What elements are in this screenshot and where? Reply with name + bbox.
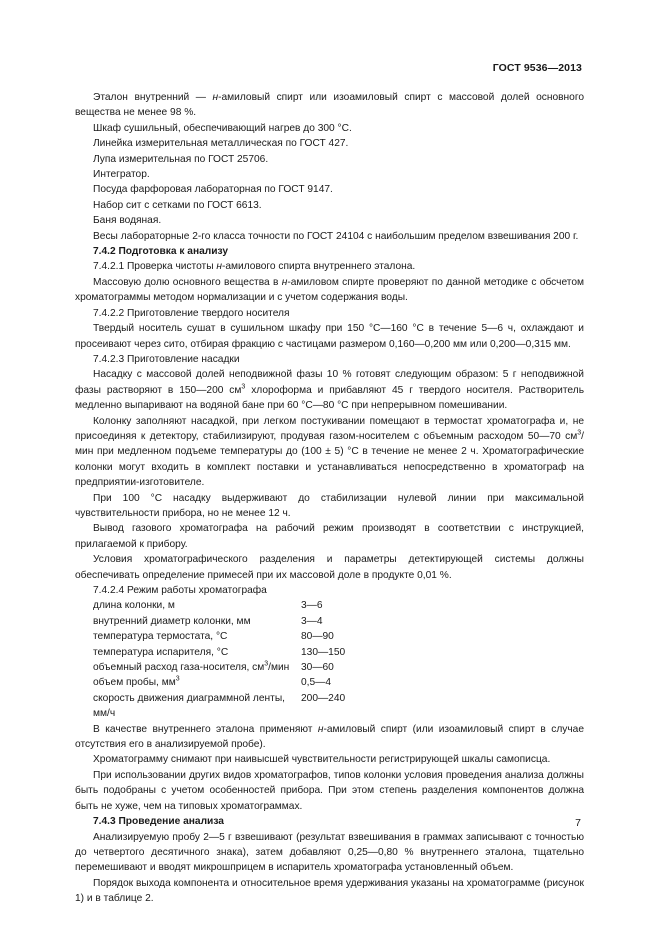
subsection-title-7423: 7.4.2.3 Приготовление насадки — [93, 353, 240, 365]
paragraph-column-fill — [75, 414, 584, 491]
param-label — [93, 675, 301, 690]
paragraph-internal-standard — [75, 722, 584, 753]
superscript: 3 — [241, 383, 246, 391]
equipment-ruler: Линейка измерительная металлическая по ГОСТ 427. — [93, 138, 349, 150]
equipment-magnifier: Лупа измерительная по ГОСТ 25706. — [93, 153, 269, 165]
text-fragment: 7.4.2.1 Проверка чистоты — [93, 261, 217, 273]
param-row — [93, 629, 345, 644]
equipment-porcelain: Посуда фарфоровая лабораторная по ГОСТ 9147. — [93, 184, 333, 196]
param-value: 130—150 — [301, 646, 346, 658]
paragraph-operating-mode: Вывод газового хроматографа на рабочий режим производят в соответствии с инструкцией, прилагаемой к прибору. — [75, 523, 584, 550]
param-label: скорость движения диаграммной ленты, мм/ч — [93, 692, 285, 720]
text-fragment: -амилового спирта внутреннего эталона. — [221, 261, 416, 273]
subsection-title-7421 — [75, 259, 584, 274]
paragraph-chromatogram-sensitivity: Хроматограмму снимают при наивысшей чувствительности регистрирующей шкалы самописца. — [93, 754, 551, 766]
page-number: 7 — [575, 817, 581, 829]
superscript: 3 — [175, 676, 180, 684]
param-label: длина колонки, м — [93, 600, 175, 612]
italic-n: н — [216, 261, 222, 273]
param-value: 3—4 — [301, 615, 323, 627]
param-value: 200—240 — [301, 692, 346, 704]
text-fragment: /мин при медленном подъеме температуры до (100 ± 5) °С в течение не менее 2 ч. Хроматографические колонки могут входить в комплект поставки и устанавливаться непосредственно в хроматограф на предприятии-изготовителе. — [75, 430, 584, 489]
param-label — [93, 660, 301, 675]
text-fragment: Эталон внутренний — — [93, 92, 213, 103]
page-content — [75, 90, 584, 907]
superscript: 3 — [264, 660, 269, 668]
paragraph-stabilization: При 100 °С насадку выдерживают до стабилизации нулевой линии при максимальной чувствительности прибора, но не менее 12 ч. — [75, 492, 584, 519]
paragraph-analysis-procedure: Анализируемую пробу 2—5 г взвешивают (результат взвешивания в граммах записывают с точностью до четвертого десятичного знака), затем добавляют 0,25—0,80 % внутреннего эталона, тщательно перемешивают и вводят микрошприцем в испаритель хроматографа установленный объем. — [75, 831, 584, 874]
param-value: 0,5—4 — [301, 677, 332, 689]
param-value: 80—90 — [301, 631, 334, 643]
param-row — [93, 691, 345, 722]
param-row — [93, 660, 345, 675]
text-fragment: -амиловый спирт (или изоамиловый спирт в случае отсутствия его в анализируемой пробе). — [75, 723, 584, 751]
document-code: ГОСТ 9536—2013 — [492, 62, 582, 74]
paragraph-packing-prep — [75, 367, 584, 413]
param-label: температура термостата, °С — [93, 631, 228, 643]
text-fragment: Колонку заполняют насадкой, при легком постукивании помещают в термостат хроматографа и, не присоединяя к детектору, стабилизируют, продувая газом-носителем с объемным расходом 50—70 см — [75, 415, 584, 442]
section-heading-742: 7.4.2 Подготовка к анализу — [93, 246, 229, 258]
param-label: внутренний диаметр колонки, мм — [93, 615, 251, 627]
subsection-title-7422: 7.4.2.2 Приготовление твердого носителя — [93, 307, 290, 319]
parameters-table — [93, 598, 345, 721]
equipment-water-bath: Баня водяная. — [93, 215, 162, 227]
paragraph-separation-conditions: Условия хроматографического разделения и параметры детектирующей системы должны обеспечивать определение примесей при их массовой доле в продукте 0,01 %. — [75, 554, 584, 581]
text-fragment: -амиловый спирт или изоамиловый спирт с массовой долей основного вещества не менее 98 %. — [75, 92, 584, 119]
text-fragment: хлороформа и прибавляют 45 г твердого носителя. Растворитель медленно выпаривают на водяной бане при 60 °С—80 °С при непрерывном помешивании. — [75, 384, 584, 412]
text-fragment: объемный расход газа-носителя, см — [93, 662, 265, 674]
text-fragment: объем пробы, мм — [93, 677, 176, 689]
param-row — [93, 675, 345, 690]
equipment-scales: Весы лабораторные 2-го класса точности по ГОСТ 24104 с наибольшим пределом взвешивания 200 г. — [93, 230, 579, 242]
param-row — [93, 614, 345, 629]
paragraph-solid-carrier: Твердый носитель сушат в сушильном шкафу при 150 °С—160 °С в течение 5—6 ч, охлаждают и просеивают через сито, отбирая фракцию с частицами размером 0,160—0,200 мм или 0,200—0,315 мм. — [75, 323, 584, 350]
text-fragment: Насадку с массовой долей неподвижной фазы 10 % готовят следующим образом: 5 г неподвижной фазы растворяют в 150—200 см — [75, 369, 584, 396]
param-row — [93, 645, 345, 660]
equipment-internal-standard — [75, 90, 584, 121]
param-row — [93, 598, 345, 613]
equipment-integrator: Интегратор. — [93, 169, 150, 181]
subsection-title-7424: 7.4.2.4 Режим работы хроматографа — [93, 585, 267, 596]
superscript: 3 — [577, 429, 582, 437]
text-fragment: -амиловом спирте проверяют по данной методике с обсчетом хроматограммы методом нормализации и с учетом содержания воды. — [75, 276, 585, 304]
equipment-oven: Шкаф сушильный, обеспечивающий нагрев до 300 °С. — [93, 122, 352, 134]
paragraph-elution-order: Порядок выхода компонента и относительное время удерживания указаны на хроматограмме (рисунок 1) и в таблице 2. — [75, 877, 584, 905]
italic-n: н — [281, 276, 288, 288]
text-fragment: Массовую долю основного вещества в — [93, 276, 282, 288]
paragraph-other-chromatographs: При использовании других видов хроматографов, типов колонки условия проведения анализа должны быть подобраны с учетом особенностей прибора. При этом степень разделения компонентов должна быть не хуже, чем на типовых хроматограммах. — [75, 769, 584, 812]
param-value: 30—60 — [301, 662, 334, 674]
equipment-sieves: Набор сит с сетками по ГОСТ 6613. — [93, 199, 262, 211]
text-fragment: /мин — [268, 662, 290, 674]
italic-n: н — [317, 723, 324, 735]
italic-n: н — [212, 92, 219, 103]
paragraph-purity-check — [75, 275, 584, 306]
text-fragment: В качестве внутреннего эталона применяют — [93, 723, 318, 735]
param-value: 3—6 — [301, 600, 323, 612]
section-heading-743: 7.4.3 Проведение анализа — [93, 816, 224, 828]
param-label: температура испарителя, °С — [93, 646, 229, 658]
